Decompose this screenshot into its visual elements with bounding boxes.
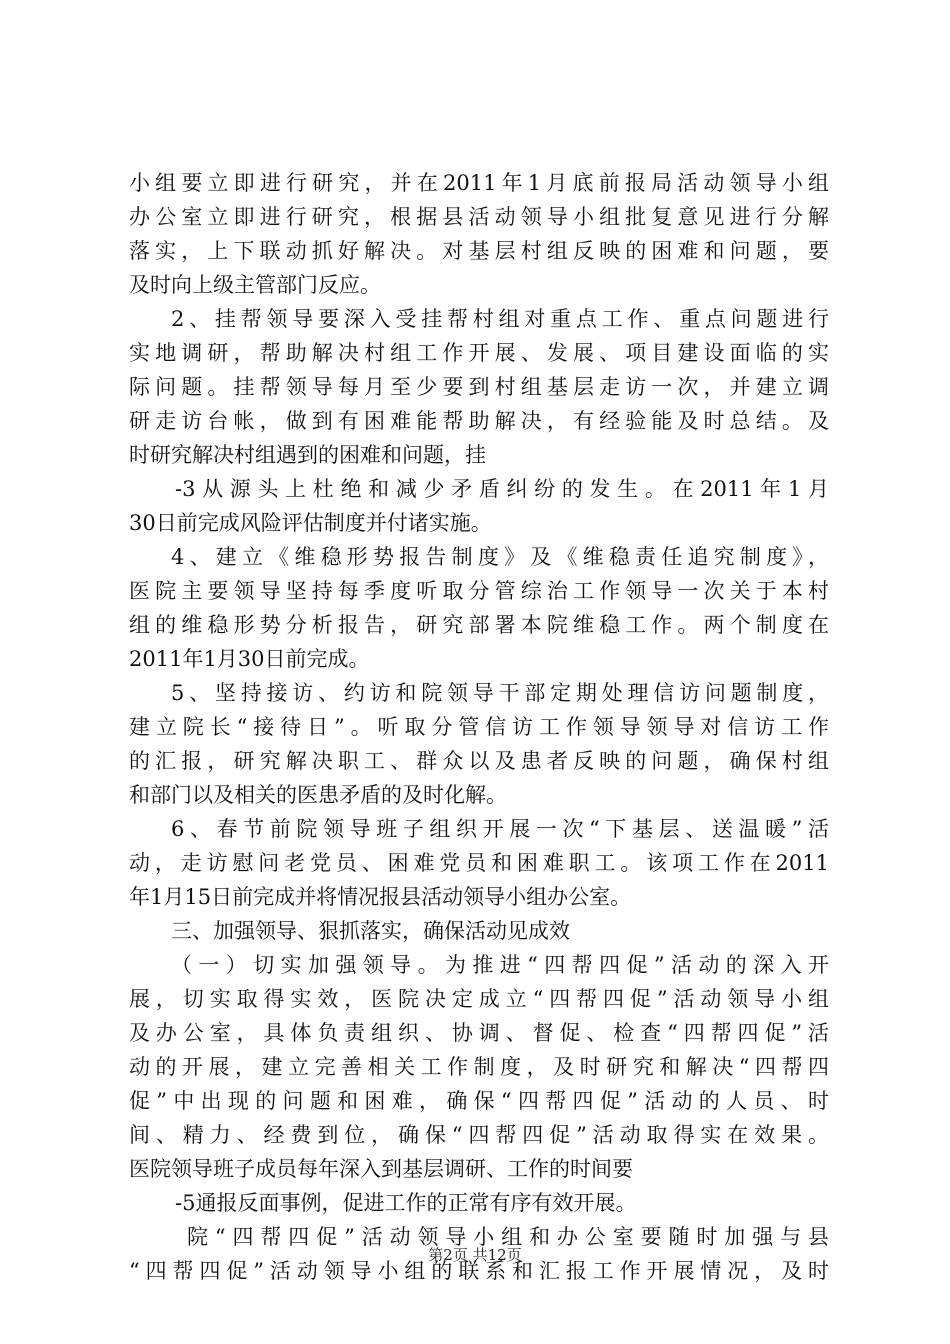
text-line: 落实，上下联动抓好解决。对基层村组反映的困难和问题，要: [129, 239, 829, 263]
text-line: 及办公室，具体负责组织、协调、督促、检查“四帮四促”活: [129, 1021, 829, 1045]
text-line: 建立院长“接待日”。听取分管信访工作领导领导对信访工作: [129, 715, 829, 739]
text-line: 促”中出现的问题和困难，确保“四帮四促”活动的人员、时: [129, 1089, 829, 1113]
text-line: 年1月15日前完成并将情况报县活动领导小组办公室。: [129, 885, 632, 909]
text-line: （一）切实加强领导。为推进“四帮四促”活动的深入开: [171, 953, 829, 977]
text-line: 时研究解决村组遇到的困难和问题，挂: [129, 443, 486, 467]
text-line: “四帮四促”活动领导小组的联系和汇报工作开展情况，及时: [129, 1259, 829, 1283]
text-line: 6、春节前院领导班子组织开展一次“下基层、送温暖”活: [171, 817, 829, 841]
text-line: 院“四帮四促”活动领导小组和办公室要随时加强与县: [187, 1225, 829, 1249]
text-line: 动的开展，建立完善相关工作制度，及时研究和解决“四帮四: [129, 1055, 829, 1079]
text-line: 医院主要领导坚持每季度听取分管综治工作领导一次关于本村: [129, 579, 829, 603]
document-body: [129, 166, 829, 1288]
text-line: 展，切实取得实效，医院决定成立“四帮四促”活动领导小组: [129, 987, 829, 1011]
text-line: 5、坚持接访、约访和院领导干部定期处理信访问题制度，: [171, 681, 829, 705]
text-line: 4、建立《维稳形势报告制度》及《维稳责任追究制度》，: [171, 545, 829, 569]
text-line: 及时向上级主管部门反应。: [129, 273, 381, 297]
text-line: 和部门以及相关的医患矛盾的及时化解。: [129, 783, 507, 807]
text-line: 30日前完成风险评估制度并付诸实施。: [129, 511, 492, 535]
text-line: 小组要立即进行研究，并在2011年1月底前报局活动领导小组: [129, 171, 829, 195]
text-line: 间、精力、经费到位，确保“四帮四促”活动取得实在效果。: [129, 1123, 829, 1147]
text-line: 办公室立即进行研究，根据县活动领导小组批复意见进行分解: [129, 205, 829, 229]
text-line: 的汇报，研究解决职工、群众以及患者反映的问题，确保村组: [129, 749, 829, 773]
text-line: 实地调研，帮助解决村组工作开展、发展、项目建设面临的实: [129, 341, 829, 365]
text-line: -5通报反面事例，促进工作的正常有序有效开展。: [175, 1191, 637, 1215]
text-line: 组的维稳形势分析报告，研究部署本院维稳工作。两个制度在: [129, 613, 829, 637]
text-line: 医院领导班子成员每年深入到基层调研、工作的时间要: [129, 1157, 633, 1181]
page-number-footer: 第2页 共12页: [428, 1246, 522, 1264]
text-line: 2011年1月30日前完成。: [129, 647, 370, 671]
text-line: 际问题。挂帮领导每月至少要到村组基层走访一次，并建立调: [129, 375, 829, 399]
text-line: -3从源头上杜绝和减少矛盾纠纷的发生。在2011年1月: [175, 477, 829, 501]
text-line: 动，走访慰问老党员、困难党员和困难职工。该项工作在2011: [129, 851, 829, 875]
text-line: 研走访台帐，做到有困难能帮助解决，有经验能及时总结。及: [129, 409, 829, 433]
text-line: 2、挂帮领导要深入受挂帮村组对重点工作、重点问题进行: [171, 307, 829, 331]
section-heading: 三、加强领导、狠抓落实，确保活动见成效: [171, 919, 570, 943]
